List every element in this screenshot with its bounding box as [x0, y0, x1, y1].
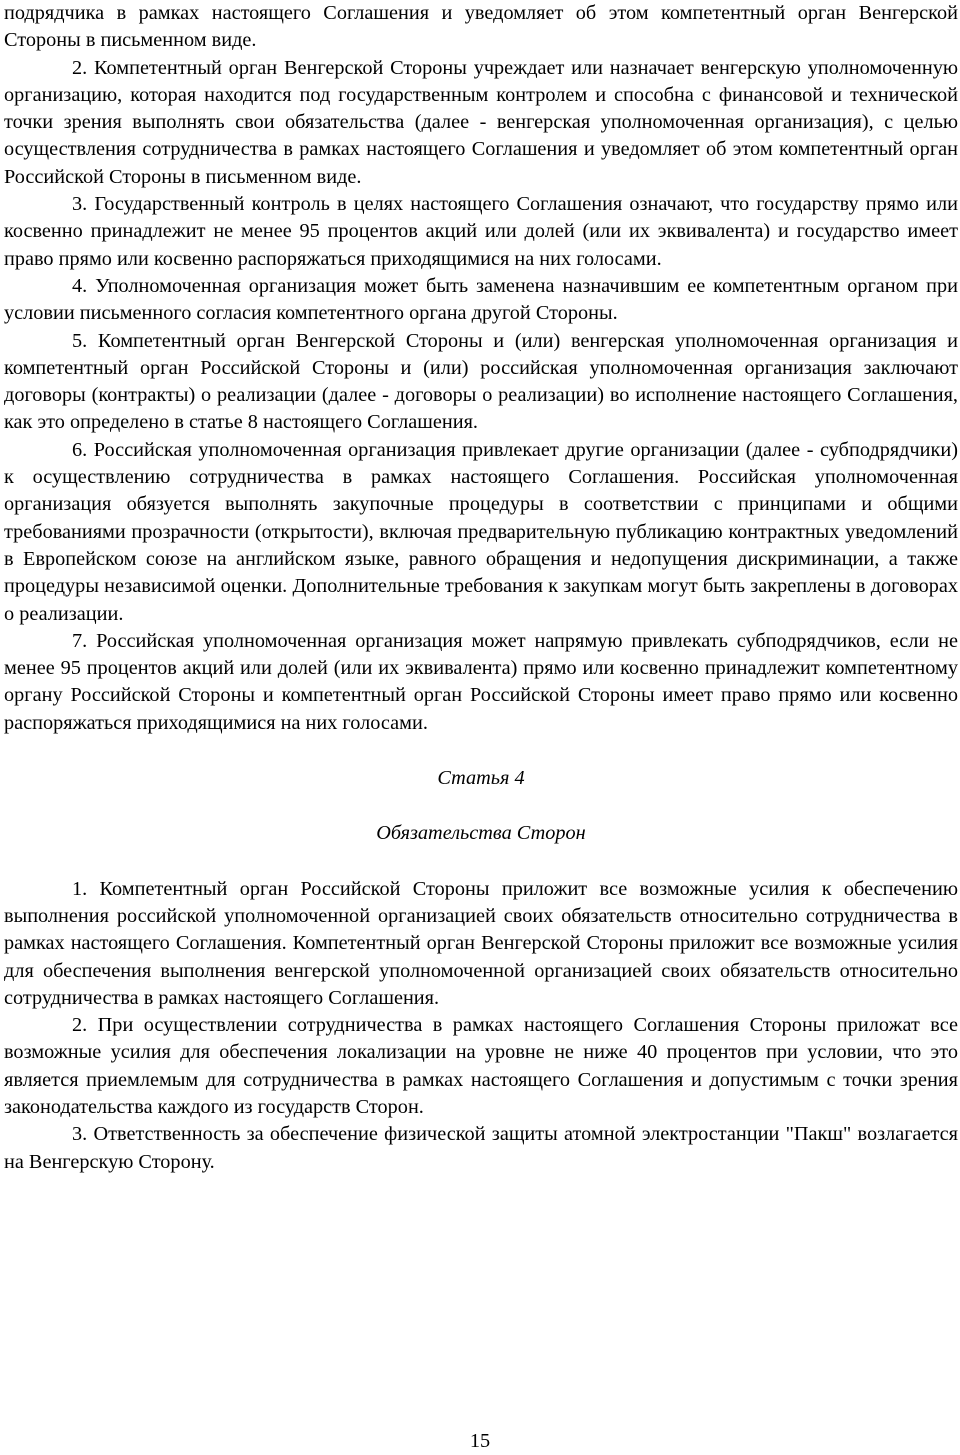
page-number: 15 — [469, 1430, 491, 1452]
article-number: Статья 4 — [437, 767, 525, 790]
spacer — [4, 848, 958, 876]
paragraph-7: 7. Российская уполномоченная организация может напрямую привлекать субподрядчиков, если не менее 95 процентов акций или долей (или их эквивалента) прямо или косвенно принадлежит компетентному органу Российской Стороны и компетентный орган Российской Стороны имеет право прямо или косвенно распоряжаться приходящимися на них голосами. — [4, 629, 958, 734]
document-page — [4, 0, 958, 1176]
paragraph-6: 6. Российская уполномоченная организация привлекает другие организации (далее - субподрядчики) к осуществлению сотрудничества в рамках настоящего Соглашения. Российская уполномоченная организация обязуется выполнять закупочные процедуры в соответствии с принципами и общими требованиями прозрачности (открытости), включая предварительную публикацию контрактных уведомлений в Европейском союзе на английском языке, равного обращения и недопущения дискриминации, а также процедуры независимой оценки. Дополнительные требования к закупкам могут быть закреплены в договорах о реализации. — [4, 438, 958, 625]
paragraph-2: 2. Компетентный орган Венгерской Стороны учреждает или назначает венгерскую уполномоченную организацию, которая находится под государственным контролем и способна с финансовой и технической точки зрения выполнять свои обязательства (далее - венгерская уполномоченная организация), с целью осуществления сотрудничества в рамках настоящего Соглашения и уведомляет об этом компетентный орган Российской Стороны в письменном виде. — [4, 56, 958, 188]
spacer — [4, 792, 958, 820]
paragraph-4: 4. Уполномоченная организация может быть заменена назначившим ее компетентным органом при условии письменного согласия компетентного органа другой Стороны. — [4, 274, 958, 325]
article-paragraph-1: 1. Компетентный орган Российской Стороны приложит все возможные усилия к обеспечению выполнения российской уполномоченной организацией своих обязательств относительно сотрудничества в рамках настоящего Соглашения. Компетентный орган Венгерской Стороны приложит все возможные усилия для обеспечения выполнения венгерской уполномоченной организацией своих обязательств относительно сотрудничества в рамках настоящего Соглашения. — [4, 877, 958, 1009]
paragraph-continuation: подрядчика в рамках настоящего Соглашения и уведомляет об этом компетентный орган Венгерской Стороны в письменном виде. — [4, 2, 958, 52]
article-title: Обязательства Сторон — [376, 822, 586, 845]
article-paragraph-3: 3. Ответственность за обеспечение физической защиты атомной электростанции "Пакш" возлагается на Венгерскую Сторону. — [4, 1123, 958, 1173]
spacer — [4, 737, 958, 765]
paragraph-5: 5. Компетентный орган Венгерской Стороны и (или) венгерская уполномоченная организация и компетентный орган Российской Стороны и (или) российская уполномоченная организация заключают договоры (контракты) о реализации (далее - договоры о реализации) во исполнение настоящего Соглашения, как это определено в статье 8 настоящего Соглашения. — [4, 329, 958, 434]
article-paragraph-2: 2. При осуществлении сотрудничества в рамках настоящего Соглашения Стороны приложат все возможные усилия для обеспечения локализации на уровне не ниже 40 процентов при условии, что это является приемлемым для сотрудничества в рамках настоящего Соглашения и допустимым с точки зрения законодательства каждого из государств Сторон. — [4, 1014, 958, 1118]
paragraph-3: 3. Государственный контроль в целях настоящего Соглашения означают, что государству прямо или косвенно принадлежит не менее 95 процентов акций или долей (или их эквивалента) и государство имеет право прямо или косвенно распоряжаться приходящимися на них голосами. — [4, 193, 958, 270]
